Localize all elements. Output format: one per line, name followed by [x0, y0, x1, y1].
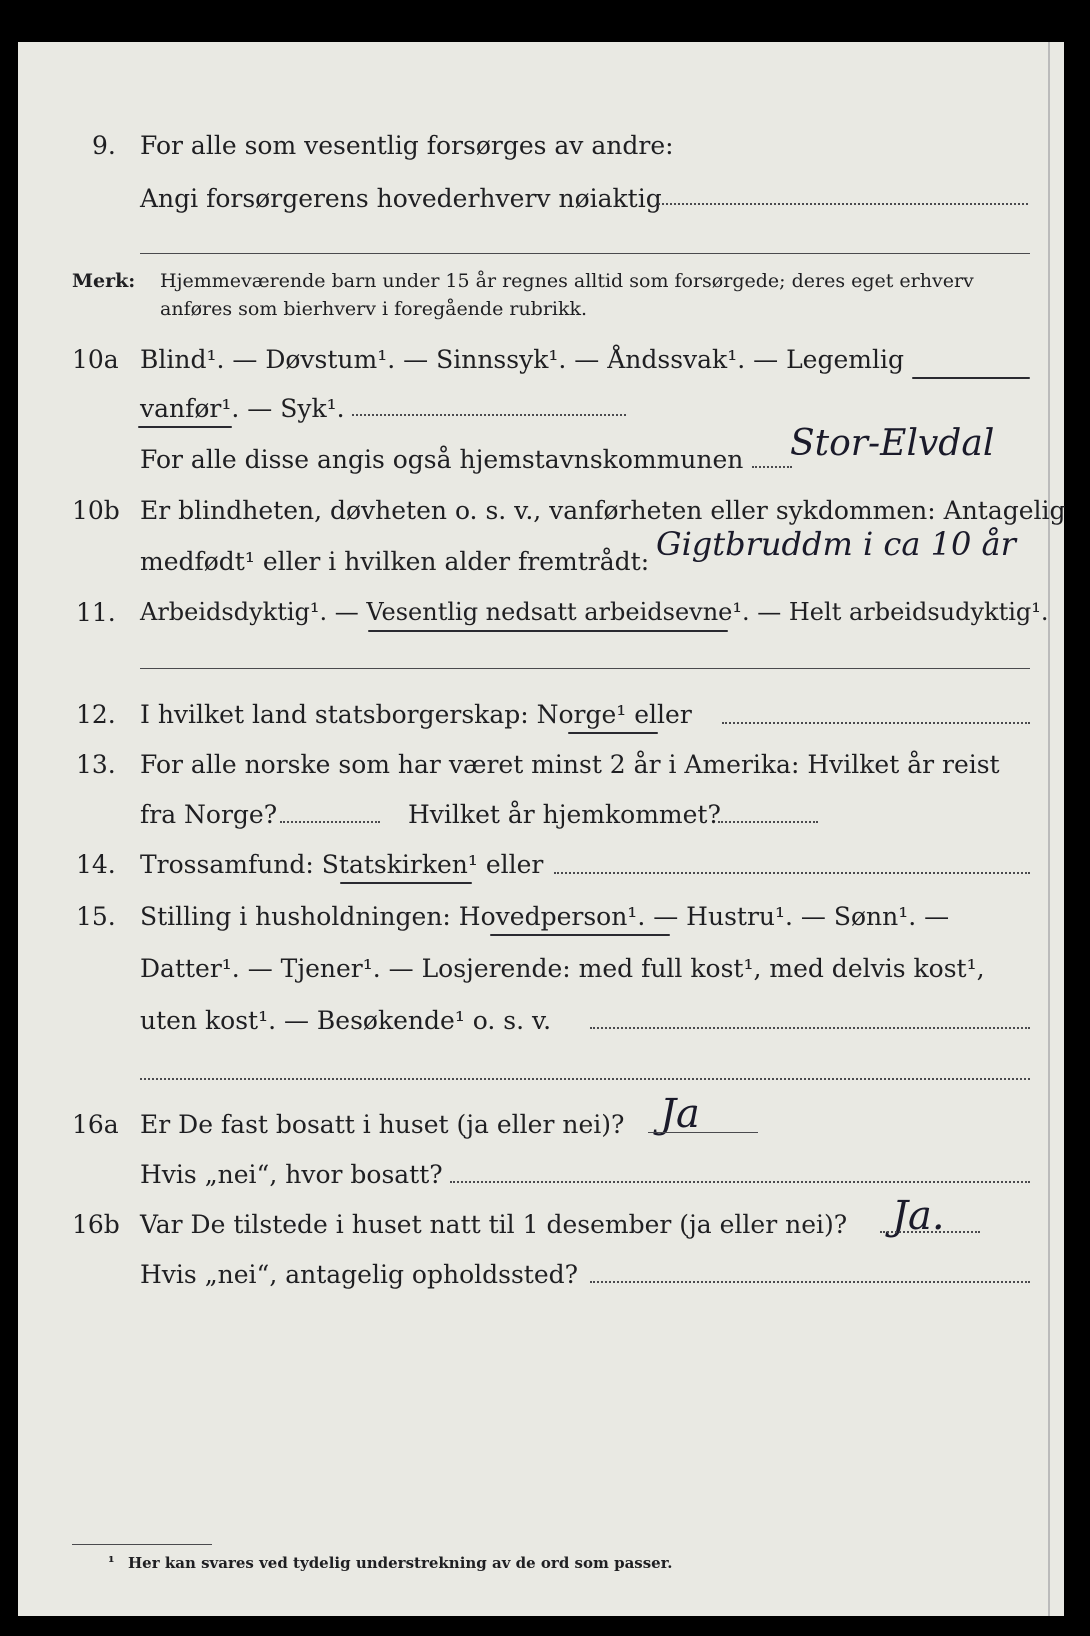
q10b-line1: Er blindheten, døvheten o. s. v., vanførheten eller sykdommen: Antagelig	[140, 496, 1066, 525]
q13-hjemkommet-field[interactable]	[718, 821, 818, 823]
q13-number: 13.	[76, 750, 116, 779]
q12-number: 12.	[76, 700, 116, 729]
q16a-handwritten-answer: Ja	[660, 1091, 700, 1137]
q16b-number: 16b	[72, 1210, 120, 1239]
q13-line1: For alle norske som har været minst 2 år i Amerika: Hvilket år reist	[140, 750, 1000, 779]
q10b-line2: medfødt¹ eller i hvilken alder fremtrådt:	[140, 547, 650, 576]
q14-underline-statskirken	[340, 882, 472, 884]
q11-line1: Arbeidsdyktig¹. — Vesentlig nedsatt arbeidsevne¹. — Helt arbeidsudyktig¹.	[140, 598, 1049, 626]
q9-line1: For alle som vesentlig forsørges av andre:	[140, 131, 674, 160]
q9-number: 9.	[92, 131, 116, 160]
q16b-answer-field[interactable]	[880, 1231, 980, 1233]
q11-underline-vesentlig	[368, 630, 728, 632]
q12-line1: I hvilket land statsborgerskap: Norge¹ eller	[140, 700, 692, 729]
q16a-answer-field[interactable]	[648, 1132, 758, 1133]
q14-number: 14.	[76, 850, 116, 879]
q10a-handwritten-answer: Stor-Elvdal	[790, 423, 995, 464]
q15-line3: uten kost¹. — Besøkende¹ o. s. v.	[140, 1006, 552, 1035]
q13-reist-field[interactable]	[280, 821, 380, 823]
q15-number: 15.	[76, 902, 116, 931]
merk-line2: anføres som bierhverv i foregående rubrikk.	[160, 298, 588, 320]
merk-line1: Hjemmeværende barn under 15 år regnes alltid som forsørgede; deres eget erhverv	[160, 270, 974, 292]
footnote-mark: ¹	[108, 1553, 115, 1571]
q10a-line3: For alle disse angis også hjemstavnskommunen	[140, 445, 744, 474]
q12-underline-norge	[568, 732, 658, 734]
q16a-line1: Er De fast bosatt i huset (ja eller nei)?	[140, 1110, 625, 1139]
q16a-bosatt-field[interactable]	[450, 1181, 1030, 1183]
q14-line1: Trossamfund: Statskirken¹ eller	[140, 850, 544, 879]
q9-extra-line[interactable]	[140, 253, 1030, 254]
q16b-opholdssted-field[interactable]	[590, 1281, 1030, 1283]
q10b-number: 10b	[72, 496, 120, 525]
q13-line2b: Hvilket år hjemkommet?	[408, 800, 721, 829]
q10b-handwritten-answer: Gigtbruddm i ca 10 år	[656, 525, 1016, 563]
footnote-text: Her kan svares ved tydelig understrekning av de ord som passer.	[128, 1554, 673, 1572]
q16b-line1: Var De tilstede i huset natt til 1 desember (ja eller nei)?	[140, 1210, 848, 1239]
q16b-handwritten-answer: Ja.	[892, 1193, 945, 1239]
q16b-line2: Hvis „nei“, antagelig opholdssted?	[140, 1260, 579, 1289]
q15-extra-line[interactable]	[140, 1078, 1030, 1080]
page-edge	[1048, 42, 1050, 1616]
q10a-syk-field[interactable]	[352, 414, 626, 416]
q10a-line2: vanfør¹. — Syk¹.	[140, 394, 345, 423]
q11-extra-line[interactable]	[140, 668, 1030, 669]
q10a-kommune-field[interactable]	[752, 466, 792, 468]
q16a-number: 16a	[72, 1110, 119, 1139]
footnote-rule	[72, 1544, 212, 1545]
q11-number: 11.	[76, 598, 116, 627]
q9-line2: Angi forsørgerens hovederhverv nøiaktig	[140, 184, 662, 213]
q14-answer-field[interactable]	[554, 872, 1030, 874]
q15-line2: Datter¹. — Tjener¹. — Losjerende: med full kost¹, med delvis kost¹,	[140, 954, 985, 983]
q10a-underline-vanfor	[138, 426, 232, 428]
q15-line1: Stilling i husholdningen: Hovedperson¹. — Hustru¹. — Sønn¹. —	[140, 902, 950, 931]
q10a-underline-legemlig	[912, 377, 1030, 379]
q15-answer-field[interactable]	[590, 1027, 1030, 1029]
q16a-line2: Hvis „nei“, hvor bosatt?	[140, 1160, 443, 1189]
q10a-line1: Blind¹. — Døvstum¹. — Sinnssyk¹. — Åndssvak¹. — Legemlig	[140, 345, 904, 374]
q9-answer-field[interactable]	[658, 203, 1028, 205]
q15-underline-hovedperson	[490, 934, 670, 936]
merk-label: Merk:	[72, 270, 136, 292]
q13-line2a: fra Norge?	[140, 800, 278, 829]
q12-answer-field[interactable]	[722, 722, 1030, 724]
q10a-number: 10a	[72, 345, 119, 374]
